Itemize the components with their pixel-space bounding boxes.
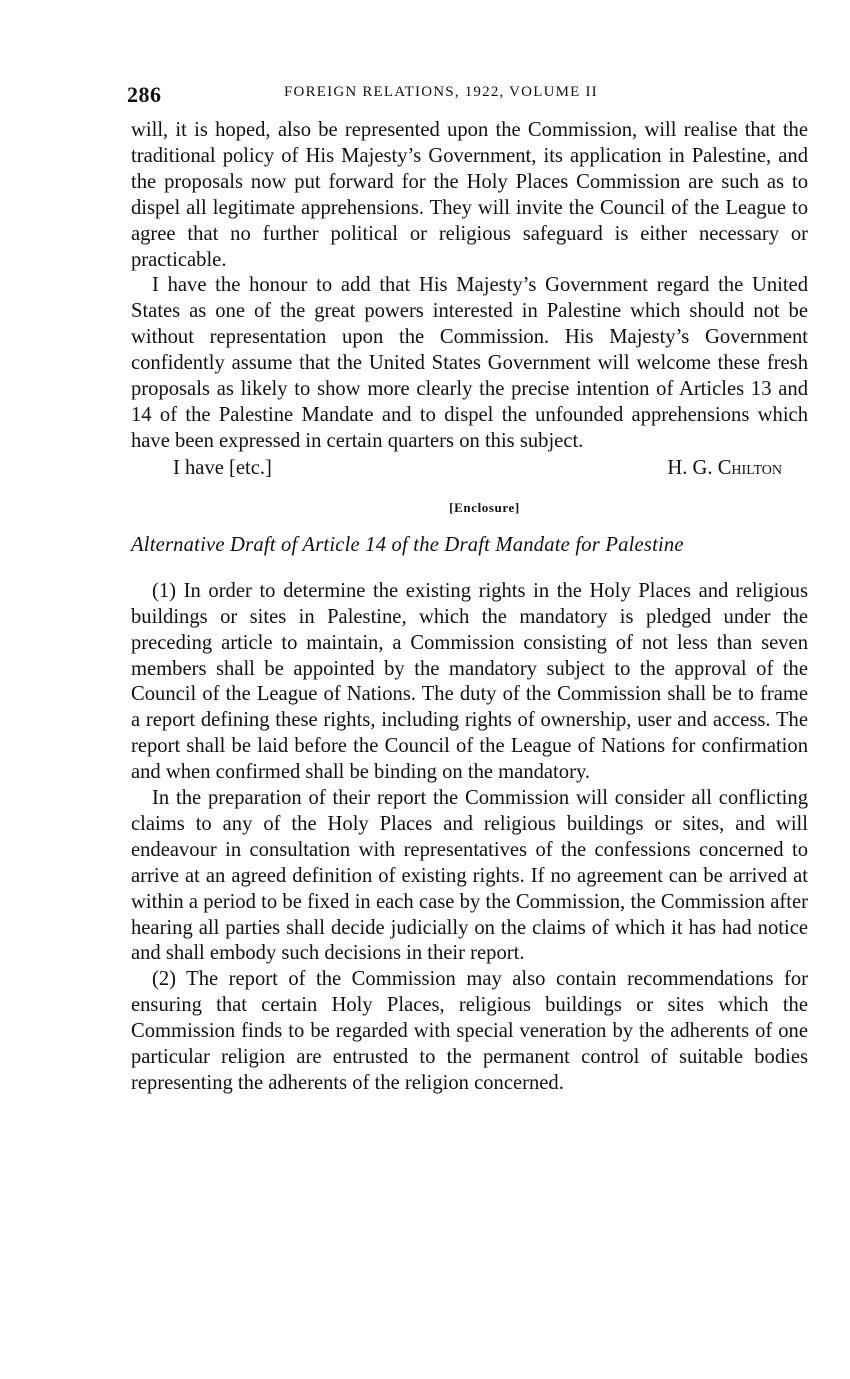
enclosure-paragraph: In the preparation of their report the Commission will consider all conflicting claims to any of the Holy Places and religious buildings or sites, and will endeavour in consultation with representatives of the confessions concerned to arrive at an agreed definition of existing rights. If no agreement can be arrived at within a period to be fixed in each case by the Commission, the Commission after hearing all parties shall decide judicially on the claims of which it has had notice and shall embody such decisions in their report. bbox=[131, 787, 808, 965]
document-page bbox=[127, 78, 808, 1097]
signature: H. G. Chilton bbox=[667, 456, 782, 479]
enclosure-body bbox=[131, 579, 808, 1097]
letter-paragraph: will, it is hoped, also be represented upon the Commission, will realise that the traditional policy of His Majesty’s Government, its application in Palestine, and the proposals now put forward for the Holy Places Commission are such as to dispel all legitimate apprehensions. They will invite the Council of the League to agree that no further political or religious safeguard is either necessary or practicable. bbox=[131, 119, 808, 271]
running-header bbox=[127, 78, 808, 118]
enclosure-paragraph: (2) The report of the Commission may also contain recommendations for ensuring that certain Holy Places, religious buildings or sites which the Commission finds to be regarded with special veneration by the adherents of one particular religion are entrusted to the permanent control of suitable bodies representing the adherents of the religion concerned. bbox=[131, 968, 808, 1094]
letter-paragraph: I have the honour to add that His Majesty’s Government regard the United States as one of the great powers interested in Palestine which should not be without representation upon the Commission. His Majesty’s Government confidently assume that the United States Government will welcome these fresh proposals as likely to show more clearly the precise intention of Articles 13 and 14 of the Palestine Mandate and to dispel the unfounded apprehensions which have been expressed in certain quarters on this subject. bbox=[131, 274, 808, 452]
running-header-title: FOREIGN RELATIONS, 1922, VOLUME II bbox=[284, 84, 598, 100]
enclosure-title: Alternative Draft of Article 14 of the Draft Mandate for Palestine bbox=[131, 533, 684, 556]
closing-text: I have [etc.] bbox=[173, 456, 272, 479]
closing-line bbox=[131, 455, 808, 481]
enclosure-paragraph: (1) In order to determine the existing rights in the Holy Places and religious buildings or sites in Palestine, which the mandatory is pledged under the preceding article to maintain, a Commission consisting of not less than seven members shall be appointed by the mandatory subject to the approval of the Council of the League of Nations. The duty of the Commission shall be to frame a report defining these rights, including rights of ownership, user and access. The report shall be laid before the Council of the League of Nations for confirmation and when confirmed shall be binding on the mandatory. bbox=[131, 579, 808, 784]
enclosure-label: [Enclosure] bbox=[449, 499, 520, 515]
letter-body bbox=[131, 118, 808, 481]
page-number: 286 bbox=[127, 82, 162, 107]
